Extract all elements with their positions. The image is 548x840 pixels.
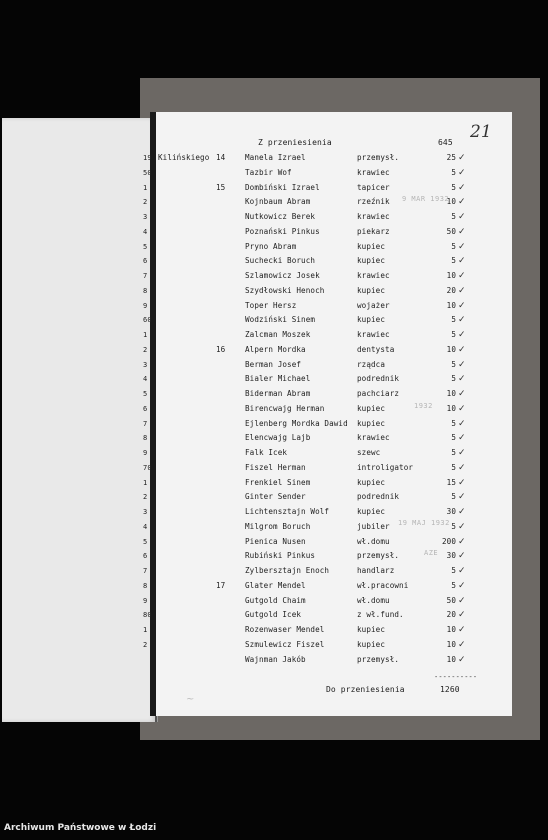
row-occupation: z wł.fund.	[357, 610, 404, 619]
row-amount: 15	[446, 478, 456, 487]
row-occupation: dentysta	[357, 345, 395, 354]
row-amount: 5	[451, 212, 456, 221]
row-edge-number: 4	[143, 375, 148, 383]
row-edge-number: 8	[143, 287, 148, 295]
stamp: 9 MAR 1932	[402, 195, 450, 203]
row-edge-number: 5	[143, 538, 148, 546]
row-name: Ejlenberg Mordka Dawid	[245, 419, 348, 428]
row-name: Pryno Abram	[245, 242, 297, 251]
folio-number: 21	[470, 122, 492, 142]
row-check-mark: ✓	[458, 360, 466, 370]
row-name: Tazbir Wof	[245, 168, 292, 177]
row-amount: 200	[441, 537, 456, 546]
row-occupation: kupiec	[357, 478, 386, 487]
row-edge-number: 7	[143, 420, 148, 428]
row-name: Fiszel Herman	[245, 463, 306, 472]
row-house-number: 17	[216, 581, 226, 590]
row-check-mark: ✓	[458, 197, 466, 207]
row-amount: 5	[451, 360, 456, 369]
row-amount: 10	[446, 404, 456, 413]
row-amount: 10	[446, 345, 456, 354]
row-name: Birencwajg Herman	[245, 404, 325, 413]
row-edge-number: 2	[143, 198, 148, 206]
row-name: Elencwajg Lajb	[245, 433, 311, 442]
row-edge-number: 9	[143, 597, 148, 605]
row-check-mark: ✓	[458, 433, 466, 443]
header-title: Z przeniesienia	[258, 138, 332, 147]
row-edge-number: 8	[143, 582, 148, 590]
row-occupation: handlarz	[357, 566, 395, 575]
row-edge-number: 7	[143, 567, 148, 575]
row-amount: 30	[446, 507, 456, 516]
row-occupation: pachciarz	[357, 389, 400, 398]
row-edge-number: 6	[143, 552, 148, 560]
row-check-mark: ✓	[458, 655, 466, 665]
row-amount: 10	[446, 271, 456, 280]
row-check-mark: ✓	[458, 183, 466, 193]
row-name: Szmulewicz Fiszel	[245, 640, 325, 649]
row-name: Rubiński Pinkus	[245, 551, 316, 560]
row-amount: 10	[446, 301, 456, 310]
row-check-mark: ✓	[458, 315, 466, 325]
row-name: Suchecki Boruch	[245, 256, 316, 265]
row-edge-number: 1	[143, 626, 148, 634]
row-occupation: jubiler	[357, 522, 390, 531]
row-amount: 10	[446, 389, 456, 398]
row-name: Rozenwaser Mendel	[245, 625, 325, 634]
row-occupation: kupiec	[357, 507, 386, 516]
row-check-mark: ✓	[458, 330, 466, 340]
row-amount: 10	[446, 640, 456, 649]
row-amount: 5	[451, 433, 456, 442]
row-edge-number: 2	[143, 493, 148, 501]
row-amount: 5	[451, 183, 456, 192]
row-amount: 5	[451, 463, 456, 472]
row-name: Zalcman Moszek	[245, 330, 311, 339]
row-amount: 30	[446, 551, 456, 560]
row-edge-number: 50	[143, 169, 152, 177]
row-name: Dombiński Izrael	[245, 183, 320, 192]
row-edge-number: 5	[143, 243, 148, 251]
row-amount: 5	[451, 315, 456, 324]
row-check-mark: ✓	[458, 404, 466, 414]
row-amount: 20	[446, 610, 456, 619]
row-name: Bialer Michael	[245, 374, 311, 383]
row-edge-number: 1	[143, 184, 148, 192]
row-edge-number: 6	[143, 405, 148, 413]
row-name: Poznański Pinkus	[245, 227, 320, 236]
row-name: Falk Icek	[245, 448, 288, 457]
row-amount: 5	[451, 168, 456, 177]
row-check-mark: ✓	[458, 581, 466, 591]
row-amount: 5	[451, 242, 456, 251]
row-name: Milgrom Boruch	[245, 522, 311, 531]
row-amount: 5	[451, 581, 456, 590]
row-check-mark: ✓	[458, 596, 466, 606]
row-edge-number: 4	[143, 523, 148, 531]
stamp: 19 MAJ 1932	[398, 519, 450, 527]
row-house-number: 16	[216, 345, 226, 354]
row-occupation: rządca	[357, 360, 386, 369]
row-occupation: kupiec	[357, 256, 386, 265]
row-edge-number: 4	[143, 228, 148, 236]
row-name: Glater Mendel	[245, 581, 306, 590]
row-check-mark: ✓	[458, 463, 466, 473]
row-occupation: szewc	[357, 448, 381, 457]
row-occupation: introligator	[357, 463, 414, 472]
row-check-mark: ✓	[458, 227, 466, 237]
row-check-mark: ✓	[458, 448, 466, 458]
row-occupation: wojażer	[357, 301, 390, 310]
row-occupation: przemysł.	[357, 153, 400, 162]
row-occupation: tapicer	[357, 183, 390, 192]
row-occupation: kupiec	[357, 286, 386, 295]
row-edge-number: 5	[143, 390, 148, 398]
row-amount: 5	[451, 256, 456, 265]
row-check-mark: ✓	[458, 301, 466, 311]
row-street: Kilińskiego	[158, 153, 210, 162]
row-name: Lichtensztajn Wolf	[245, 507, 330, 516]
pencil-mark: ~	[186, 694, 195, 705]
row-check-mark: ✓	[458, 168, 466, 178]
row-occupation: wł.domu	[357, 596, 390, 605]
row-name: Kojnbaum Abram	[245, 197, 311, 206]
row-name: Szydłowski Henoch	[245, 286, 325, 295]
row-check-mark: ✓	[458, 537, 466, 547]
row-name: Manela Izrael	[245, 153, 306, 162]
archive-watermark: Archiwum Państwowe w Łodzi	[4, 823, 157, 833]
row-amount: 25	[446, 153, 456, 162]
row-amount: 5	[451, 448, 456, 457]
row-check-mark: ✓	[458, 374, 466, 384]
row-check-mark: ✓	[458, 625, 466, 635]
row-edge-number: 7	[143, 272, 148, 280]
row-check-mark: ✓	[458, 507, 466, 517]
row-occupation: kupiec	[357, 242, 386, 251]
row-edge-number: 19	[143, 154, 152, 162]
row-edge-number: 60	[143, 316, 152, 324]
row-occupation: kupiec	[357, 419, 386, 428]
row-name: Wajnman Jakób	[245, 655, 306, 664]
row-check-mark: ✓	[458, 522, 466, 532]
row-occupation: podrednik	[357, 492, 400, 501]
row-amount: 5	[451, 492, 456, 501]
row-amount: 10	[446, 655, 456, 664]
row-occupation: wł.domu	[357, 537, 390, 546]
row-occupation: przemysł.	[357, 551, 400, 560]
row-name: Frenkiel Sinem	[245, 478, 311, 487]
row-edge-number: 2	[143, 346, 148, 354]
row-name: Pienica Nusen	[245, 537, 306, 546]
row-amount: 10	[446, 625, 456, 634]
row-name: Berman Josef	[245, 360, 302, 369]
row-name: Biderman Abram	[245, 389, 311, 398]
row-check-mark: ✓	[458, 286, 466, 296]
row-house-number: 15	[216, 183, 226, 192]
row-occupation: krawiec	[357, 433, 390, 442]
row-check-mark: ✓	[458, 242, 466, 252]
row-edge-number: 1	[143, 331, 148, 339]
row-amount: 5	[451, 419, 456, 428]
row-check-mark: ✓	[458, 478, 466, 488]
row-check-mark: ✓	[458, 256, 466, 266]
row-check-mark: ✓	[458, 419, 466, 429]
row-occupation: kupiec	[357, 625, 386, 634]
row-name: Ginter Sender	[245, 492, 306, 501]
row-name: Toper Hersz	[245, 301, 297, 310]
row-occupation: krawiec	[357, 271, 390, 280]
row-check-mark: ✓	[458, 345, 466, 355]
row-name: Szlamowicz Josek	[245, 271, 320, 280]
row-edge-number: 6	[143, 257, 148, 265]
row-name: Nutkowicz Berek	[245, 212, 316, 221]
row-check-mark: ✓	[458, 153, 466, 163]
row-check-mark: ✓	[458, 640, 466, 650]
row-edge-number: 2	[143, 641, 148, 649]
row-occupation: przemysł.	[357, 655, 400, 664]
stamp: 1932	[414, 402, 433, 410]
row-amount: 5	[451, 566, 456, 575]
row-occupation: podrednik	[357, 374, 400, 383]
row-occupation: wł.pracowni	[357, 581, 409, 590]
row-amount: 5	[451, 374, 456, 383]
row-name: Alpern Mordka	[245, 345, 306, 354]
row-edge-number: 9	[143, 449, 148, 457]
row-name: Wodziński Sinem	[245, 315, 316, 324]
row-edge-number: 3	[143, 361, 148, 369]
row-occupation: kupiec	[357, 640, 386, 649]
left-page	[2, 118, 158, 722]
footer-label: Do przeniesienia	[326, 685, 405, 694]
row-edge-number: 3	[143, 508, 148, 516]
row-check-mark: ✓	[458, 389, 466, 399]
row-house-number: 14	[216, 153, 226, 162]
row-occupation: rzeźnik	[357, 197, 390, 206]
row-amount: 20	[446, 286, 456, 295]
row-occupation: krawiec	[357, 168, 390, 177]
row-occupation: piekarz	[357, 227, 390, 236]
row-amount: 5	[451, 330, 456, 339]
carried-total: 645	[438, 138, 453, 147]
row-occupation: kupiec	[357, 315, 386, 324]
row-edge-number: 70	[143, 464, 152, 472]
row-check-mark: ✓	[458, 566, 466, 576]
row-check-mark: ✓	[458, 212, 466, 222]
row-check-mark: ✓	[458, 492, 466, 502]
row-edge-number: 3	[143, 213, 148, 221]
row-check-mark: ✓	[458, 271, 466, 281]
row-check-mark: ✓	[458, 551, 466, 561]
row-edge-number: 9	[143, 302, 148, 310]
row-occupation: kupiec	[357, 404, 386, 413]
row-occupation: krawiec	[357, 330, 390, 339]
row-name: Zylbersztajn Enoch	[245, 566, 330, 575]
row-name: Gutgold Chaim	[245, 596, 306, 605]
row-amount: 50	[446, 227, 456, 236]
row-name: Gutgold Icek	[245, 610, 302, 619]
row-edge-number: 80	[143, 611, 152, 619]
footer-total: 1260	[440, 685, 460, 694]
row-check-mark: ✓	[458, 610, 466, 620]
row-edge-number: 8	[143, 434, 148, 442]
row-occupation: krawiec	[357, 212, 390, 221]
stamp: AZE	[424, 549, 439, 557]
row-edge-number: 1	[143, 479, 148, 487]
row-amount: 5	[451, 522, 456, 531]
row-amount: 50	[446, 596, 456, 605]
total-underline: ----------	[434, 673, 478, 681]
row-amount: 10	[446, 197, 456, 206]
